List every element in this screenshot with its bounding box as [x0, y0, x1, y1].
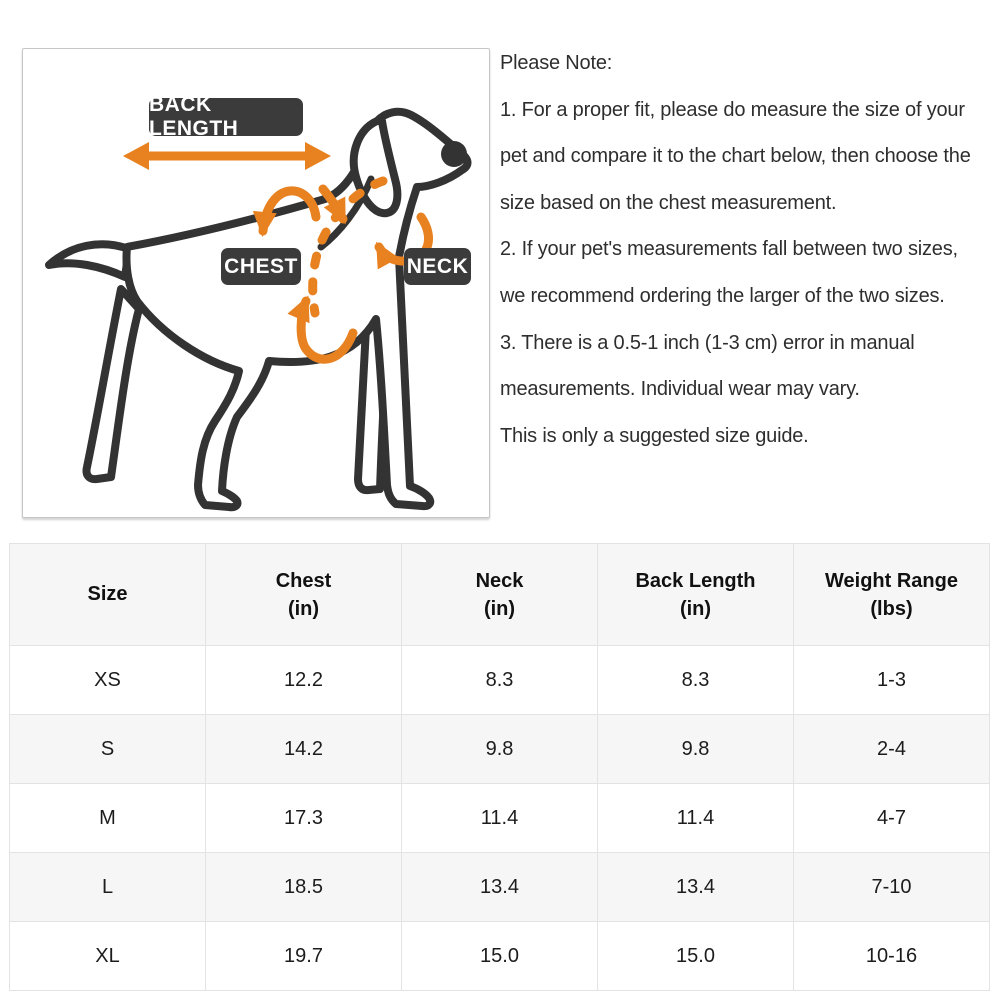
note-line: 1. For a proper fit, please do measure the size of your — [500, 98, 965, 121]
cell-neck: 13.4 — [402, 853, 598, 922]
note-line: measurements. Individual wear may vary. — [500, 378, 860, 401]
cell-chest: 17.3 — [206, 784, 402, 853]
col-header-back-length: Back Length (in) — [598, 544, 794, 646]
cell-neck: 15.0 — [402, 922, 598, 991]
cell-back-length: 11.4 — [598, 784, 794, 853]
note-line: we recommend ordering the larger of the two sizes. — [500, 284, 945, 307]
note-line: size based on the chest measurement. — [500, 191, 837, 214]
cell-weight: 10-16 — [794, 922, 990, 991]
cell-back-length: 13.4 — [598, 853, 794, 922]
size-chart-table — [9, 543, 990, 991]
col-header-chest: Chest (in) — [206, 544, 402, 646]
col-header-neck: Neck (in) — [402, 544, 598, 646]
cell-size: L — [10, 853, 206, 922]
note-line: 2. If your pet's measurements fall between two sizes, — [500, 238, 958, 261]
cell-back-length: 9.8 — [598, 715, 794, 784]
notes-block — [500, 40, 998, 459]
cell-size: XL — [10, 922, 206, 991]
table-row-l — [10, 853, 990, 922]
cell-back-length: 15.0 — [598, 922, 794, 991]
chest-label: CHEST — [221, 248, 301, 285]
table-row-xs — [10, 646, 990, 715]
notes-title: Please Note: — [500, 52, 613, 74]
table-header-row — [10, 544, 990, 646]
cell-size: S — [10, 715, 206, 784]
note-line: pet and compare it to the chart below, then choose the — [500, 145, 971, 168]
cell-weight: 7-10 — [794, 853, 990, 922]
note-line: This is only a suggested size guide. — [500, 424, 809, 447]
cell-weight: 4-7 — [794, 784, 990, 853]
cell-back-length: 8.3 — [598, 646, 794, 715]
cell-size: M — [10, 784, 206, 853]
cell-weight: 2-4 — [794, 715, 990, 784]
note-line: 3. There is a 0.5-1 inch (1-3 cm) error in manual — [500, 331, 915, 354]
dog-outline-icon — [49, 112, 468, 507]
cell-size: XS — [10, 646, 206, 715]
dog-measurement-panel — [22, 48, 490, 518]
table-row-xl — [10, 922, 990, 991]
table-row-s — [10, 715, 990, 784]
dog-nose-icon — [441, 141, 467, 167]
cell-chest: 14.2 — [206, 715, 402, 784]
cell-neck: 8.3 — [402, 646, 598, 715]
back-length-arrow — [123, 142, 331, 170]
cell-weight: 1-3 — [794, 646, 990, 715]
cell-neck: 9.8 — [402, 715, 598, 784]
back-length-label: BACK LENGTH — [149, 98, 303, 136]
col-header-weight-range: Weight Range (lbs) — [794, 544, 990, 646]
cell-neck: 11.4 — [402, 784, 598, 853]
table-row-m — [10, 784, 990, 853]
cell-chest: 12.2 — [206, 646, 402, 715]
neck-label: NECK — [404, 248, 471, 285]
cell-chest: 18.5 — [206, 853, 402, 922]
col-header-size: Size — [10, 544, 206, 646]
cell-chest: 19.7 — [206, 922, 402, 991]
